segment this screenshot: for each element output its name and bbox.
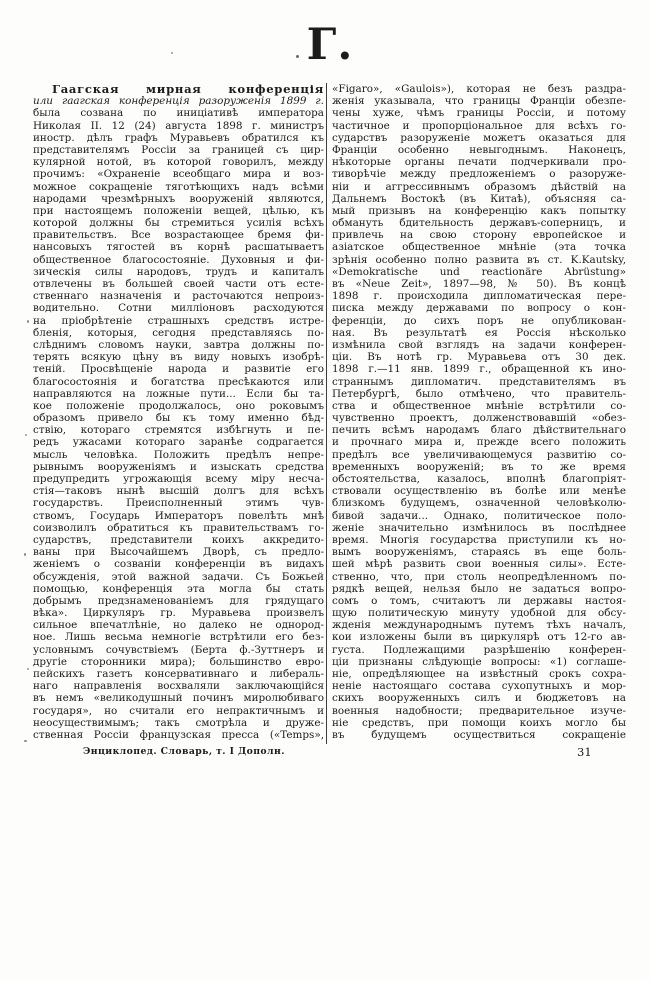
text-line: писка между державами по вопросу о кон-	[332, 302, 626, 315]
text-line: шей мѣрѣ развить свои военныя силы». Есте-	[332, 558, 626, 571]
text-line: общественное благосостояніе. Духовныя и фи-	[33, 253, 324, 266]
text-line: при настоящемъ положеніи вещей, цѣлью, къ	[33, 204, 324, 217]
text-line: бленія, которыя, сегодня представляясь по-	[33, 326, 324, 339]
text-line: была созвана по иниціативѣ императора	[33, 107, 324, 120]
text-line: скихъ вооруженныхъ силъ и бюджетовъ на	[332, 692, 626, 705]
text-line: благосостоянія и богатства пресѣкаются или	[33, 375, 324, 388]
text-line: щую политическую минуту удобной для обсу-	[332, 607, 626, 620]
text-line: временныхъ вооруженій; въ то же время	[332, 460, 626, 473]
text-line: обсужденія, этой важной задачи. Съ Божьей	[33, 570, 324, 583]
text-line: государя», но считали его непрактичнымъ и	[33, 704, 324, 717]
text-line: сомъ о томъ, считаютъ ли державы настоя-	[332, 594, 626, 607]
text-line: въ будущемъ осуществиться сокращеніе	[332, 728, 626, 741]
text-line: «Demokratische und reactionäre Abrüstung»	[332, 265, 626, 278]
column-divider-rule	[326, 83, 327, 744]
print-speck	[27, 668, 29, 670]
text-line: время. Многія государства приступили къ но-	[332, 533, 626, 546]
text-line: бивой задачи... Однако, политическое поло-	[332, 509, 626, 522]
text-line: представителямъ Россіи за границей съ цир-	[33, 143, 324, 156]
text-column-left	[33, 83, 324, 741]
text-line: вымъ вооруженіямъ, стараясь въ еще боль-	[332, 546, 626, 559]
text-line: сильное впечатлѣніе, но далеко не однород-	[33, 619, 324, 632]
text-line: терять всякую цѣну въ виду новыхъ изобрѣ-	[33, 351, 324, 364]
text-line: женіе значительно измѣнилось въ послѣднее	[332, 521, 626, 534]
page-number: 31	[577, 745, 592, 759]
text-line: близкомъ будущемъ, означенной человѣколю-	[332, 497, 626, 510]
text-line: въ «Neue Zeit», 1897—98, № 50). Въ концѣ	[332, 278, 626, 290]
text-line: теній. Просвѣщеніе народа и развитіе его	[33, 363, 324, 376]
article-body	[33, 83, 626, 744]
text-line: ствомъ, Государь Императоръ повелѣть мнѣ	[33, 509, 324, 522]
text-line: ственно, что, при столь неопредѣленномъ по-	[332, 570, 626, 583]
text-line: ціи. Въ нотѣ гр. Муравьева отъ 30 дек.	[332, 351, 626, 364]
print-speck	[25, 434, 27, 436]
text-line: неосуществимымъ; такъ смотрѣла и друже-	[33, 716, 324, 729]
text-line: ствовали осуществленію въ болѣе или менѣе	[332, 485, 626, 498]
text-line: густа. Подлежащими разрѣшенію конферен-	[332, 643, 626, 656]
text-line: печить всѣмъ народамъ благо дѣйствительнаго	[332, 424, 626, 437]
text-line: мысль человѣка. Положить предѣлъ непре-	[33, 448, 324, 461]
text-line: народами чрезмѣрныхъ вооруженій являются,	[33, 192, 324, 205]
text-line: нансовыхъ тягостей въ корнѣ расшатываетъ	[33, 241, 324, 254]
text-line: условнымъ сочувствіемъ (Берта ф.-Зуттнеръ и	[33, 643, 324, 656]
text-line: 1898 г. происходила дипломатическая пере-	[332, 290, 626, 303]
print-speck	[27, 320, 29, 323]
text-column-right	[332, 83, 626, 741]
print-speck	[24, 553, 26, 556]
text-line: другіе сторонники мира); большинство евро-	[33, 655, 324, 668]
text-line: водительно. Сотни милліоновъ расходуются	[33, 302, 324, 315]
text-line: помощью, конференція эта могла бы стать	[33, 582, 324, 595]
text-line: кулярной нотой, въ которой говорилъ, между	[33, 156, 324, 169]
text-line: ства и общественное мнѣніе встрѣтили со-	[332, 399, 626, 412]
text-line: страннымъ дипломатич. представителямъ въ	[332, 375, 626, 388]
text-line: направляются на ложные пути... Если бы та-	[33, 387, 324, 400]
text-line: женія указывала, что границы Франціи обезпе-	[332, 95, 626, 108]
text-line: рывнымъ вооруженіямъ и изыскать средства	[33, 460, 324, 473]
text-line: или гаагская конференція разоруженія 1899 г.	[33, 95, 324, 108]
text-line: измѣнила свой взглядъ на задачи конферен-	[332, 338, 626, 351]
text-line: образомъ привело бы къ тому именно бѣд-	[33, 412, 324, 425]
text-line: азіатское общественное мнѣніе (эта точка	[332, 241, 626, 254]
text-line: 1898 г.—11 янв. 1899 г., обращенной къ ино-	[332, 363, 626, 376]
text-line: Николая II. 12 (24) августа 1898 г. министръ	[33, 119, 324, 132]
text-line: редъ ужасами котораго заранѣе содрагается	[33, 436, 324, 449]
text-line: тиворѣчіе между предложеніемъ о разоруже-	[332, 168, 626, 181]
text-line: въ немъ «великодушный починъ миролюбиваго	[33, 692, 324, 705]
text-line: соизволилъ обратиться къ правительствамъ го-	[33, 521, 324, 534]
text-line: зрѣнія особенно полно развита въ ст. K.Kautsky,	[332, 253, 626, 266]
text-line: ніи и аггрессивнымъ образомъ дѣйствій на	[332, 180, 626, 193]
text-line: чены хуже, чѣмъ границы Россіи, и потому	[332, 107, 626, 120]
text-line: зическія силы народовъ, трудъ и капиталъ	[33, 265, 324, 278]
text-line: стія—таковъ нынѣ высшій долгъ для всѣхъ	[33, 485, 324, 498]
text-line: вѣка». Циркуляръ гр. Муравьева произвелъ	[33, 607, 324, 620]
text-line: чувственно проектъ, долженствовавшій «обез-	[332, 412, 626, 425]
text-line: можное сокращеніе тяготѣющихъ надъ всѣми	[33, 180, 324, 193]
text-line: кое положеніе продолжалось, оно роковымъ	[33, 399, 324, 412]
text-line: ваны при Высочайшемъ Дворѣ, съ предло-	[33, 546, 324, 559]
text-line: частичное и пропорціональное для всѣхъ го-	[332, 119, 626, 132]
text-line: ніе средствъ, при помощи коихъ могло бы	[332, 716, 626, 729]
text-line: неніе настоящаго состава сухопутныхъ и мор-	[332, 680, 626, 693]
text-line: Гаагская мирная конференція	[52, 82, 324, 96]
print-speck	[171, 52, 173, 54]
text-line: ціи признаны слѣдующіе вопросы: «1) соглаше-	[332, 655, 626, 668]
text-line: иностр. дѣлъ графъ Муравьевъ обратился къ	[33, 131, 324, 144]
text-line: привлечь на свою сторону европейское и	[332, 229, 626, 242]
text-line: ніе, опредѣляющее на извѣстный срокъ сохра-	[332, 668, 626, 680]
text-line: сударствъ, представители коихъ аккредито-	[33, 533, 324, 546]
text-line: пейскихъ газетъ консервативнаго и либераль-	[33, 668, 324, 680]
text-line: военныя надобности; предварительное изуче-	[332, 704, 626, 717]
text-line: предупредить угрожающія всему міру несча-	[33, 473, 324, 485]
text-line: Дальнемъ Востокѣ (въ Китаѣ), объясняя са-	[332, 192, 626, 205]
section-letter-heading: Г.	[306, 20, 354, 70]
text-line: предѣлъ все увеличивающемуся развитію со-	[332, 448, 626, 461]
text-line: «Figaro», «Gaulois»), которая не безъ раздра-	[332, 83, 626, 95]
text-line: ственнаго назначенія и расточаются непроиз-	[33, 290, 324, 303]
text-line: Петербургѣ, было отмѣчено, что правитель-	[332, 387, 626, 400]
text-line: ное. Лишь весьма немногіе встрѣтили его без-	[33, 631, 324, 644]
text-line: рядкѣ вещей, нельзя было не задаться вопро-	[332, 582, 626, 595]
text-line: обмануть бдительность державъ-соперницъ, и	[332, 217, 626, 230]
text-line: женіемъ о созваніи конференціи въ видахъ	[33, 558, 324, 571]
text-line: добрымъ предзнаменованіемъ для грядущаго	[33, 594, 324, 607]
text-line: ствію, котораго стремятся избѣгнуть и пе-	[33, 424, 324, 437]
text-line: прочимъ: «Охраненіе всеобщаго мира и воз-	[33, 168, 324, 181]
text-line: отвлечены въ большей своей части отъ есте-	[33, 278, 324, 290]
text-line: ственная Россіи французская пресса («Temps»,	[33, 728, 324, 741]
text-line: правительствъ. Все возрастающее бремя фи-	[33, 229, 324, 242]
text-line: ференціи, до сихъ поръ не опубликован-	[332, 314, 626, 327]
text-line: жденія международнымъ путемъ тѣхъ началъ,	[332, 619, 626, 632]
text-line: нѣкоторые органы печати подчеркивали про-	[332, 156, 626, 169]
text-line: наго направленія восхваляли заключающійся	[33, 680, 324, 693]
text-line: Франціи особенно невыгоднымъ. Наконецъ,	[332, 143, 626, 156]
text-line: слѣднимъ словомъ науки, завтра должны по-	[33, 338, 324, 351]
text-line: кои изложены были въ циркулярѣ отъ 12-го ав-	[332, 631, 626, 644]
text-line: мый призывъ на конференцію какъ попытку	[332, 204, 626, 217]
text-line: обстоятельства, казалось, вполнѣ благопріят-	[332, 473, 626, 485]
text-line: сударствъ разоруженіе можетъ оказаться для	[332, 131, 626, 144]
volume-signature: Энциклопед. Словарь, т. I Дополн.	[83, 746, 285, 757]
print-speck	[24, 740, 27, 742]
text-line: на пріобрѣтеніе страшныхъ средствъ истре-	[33, 314, 324, 327]
text-line: государствъ. Преисполненный этимъ чув-	[33, 497, 324, 510]
text-line: ная. Въ результатѣ ея Россія нѣсколько	[332, 326, 626, 339]
print-speck	[296, 55, 299, 58]
text-line: которой должны бы стремиться усилія всѣхъ	[33, 217, 324, 230]
text-line: и прочнаго мира и, прежде всего положить	[332, 436, 626, 449]
